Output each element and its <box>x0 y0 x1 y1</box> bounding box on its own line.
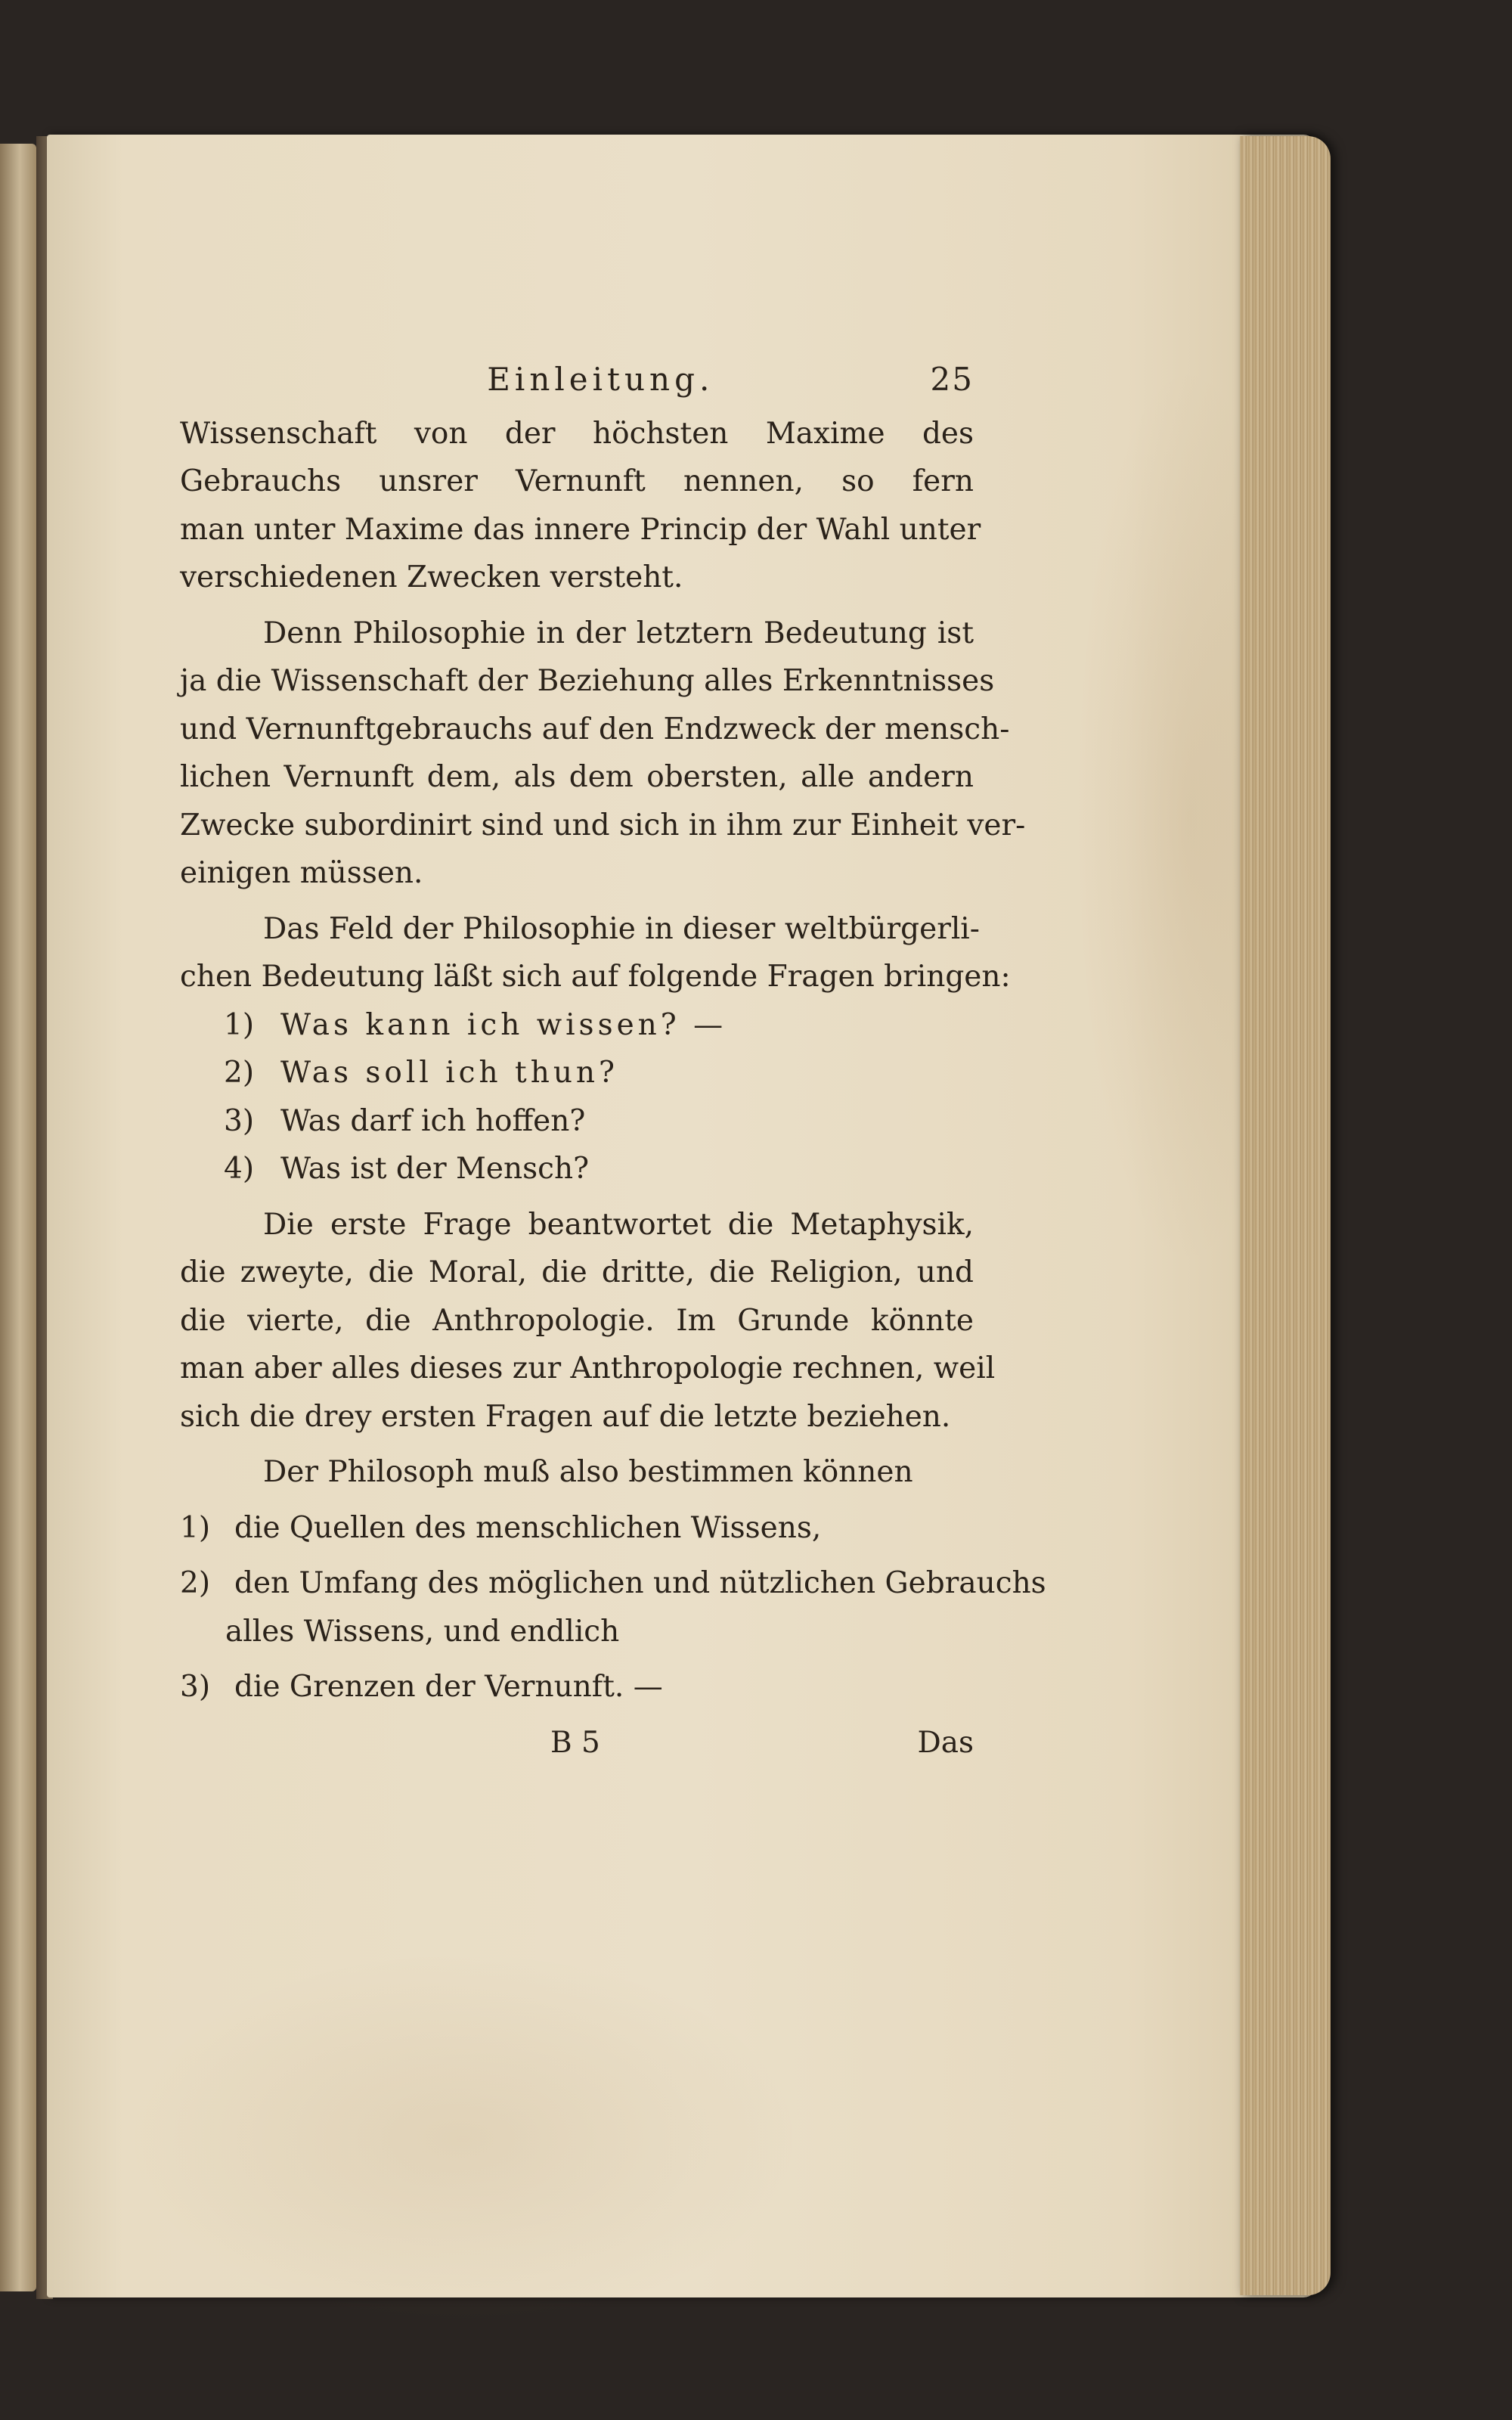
list-item: 3) die Grenzen der Vernunft. — <box>180 1670 663 1704</box>
text-line: ja die Wissenschaft der Beziehung alles Erkenntnisses <box>180 664 995 698</box>
text-line: Denn Philosophie in der letztern Bedeutung ist <box>263 616 974 650</box>
text-line: verschiedenen Zwecken versteht. <box>180 560 683 594</box>
text-line: die vierte, die Anthropologie. Im Grunde könnte <box>180 1303 974 1338</box>
list-item: 4) Was ist der Mensch? <box>224 1152 590 1186</box>
list-item-continuation: alles Wissens, und endlich <box>225 1614 620 1649</box>
question-list <box>180 1001 974 1193</box>
list-item: 2) den Umfang des möglichen und nützlichen Gebrauchs <box>180 1566 1046 1600</box>
text-line: man unter Maxime das innere Princip der Wahl unter <box>180 512 981 547</box>
list-item: 2) Was soll ich thun? <box>224 1056 618 1090</box>
text-line: einigen müssen. <box>180 856 423 890</box>
running-title: Einleitung. <box>487 361 714 398</box>
list-item: 1) Was kann ich wissen? — <box>224 1007 727 1042</box>
text-line: Wissenschaft von der höchsten Maxime des <box>180 416 974 451</box>
text-line: und Vernunftgebrauchs auf den Endzweck der mensch- <box>180 712 1010 746</box>
text-line: Das Feld der Philosophie in dieser weltbürgerli- <box>263 911 980 946</box>
paper-stain <box>122 1950 803 2328</box>
text-line: die zweyte, die Moral, die dritte, die Religion, und <box>180 1255 974 1289</box>
text-line: Zwecke subordinirt sind und sich in ihm zur Einheit ver- <box>180 808 1026 842</box>
text-line: Die erste Frage beantwortet die Metaphysik, <box>263 1207 974 1242</box>
left-page-edge <box>0 144 36 2291</box>
list-item: 3) Was darf ich hoffen? <box>224 1103 586 1138</box>
page-footer <box>180 1719 974 1767</box>
running-header <box>180 355 974 404</box>
text-block <box>180 355 1046 1767</box>
text-line: sich die drey ersten Fragen auf die letzte beziehen. <box>180 1399 951 1434</box>
list-item: 1) die Quellen des menschlichen Wissens, <box>180 1510 822 1545</box>
text-line: Der Philosoph muß also bestimmen können <box>263 1455 913 1489</box>
signature-mark: B 5 <box>550 1725 600 1760</box>
catchword: Das <box>917 1725 974 1760</box>
numbered-list <box>180 1504 1046 1711</box>
text-line: lichen Vernunft dem, als dem obersten, alle andern <box>180 760 974 794</box>
text-line: chen Bedeutung läßt sich auf folgende Fragen bringen: <box>180 960 1011 994</box>
text-line: man aber alles dieses zur Anthropologie rechnen, weil <box>180 1351 996 1385</box>
text-line: Gebrauchs unsrer Vernunft nennen, so fern <box>180 464 974 498</box>
page-number: 25 <box>930 361 974 398</box>
page-stack-edge <box>1240 136 1331 2295</box>
